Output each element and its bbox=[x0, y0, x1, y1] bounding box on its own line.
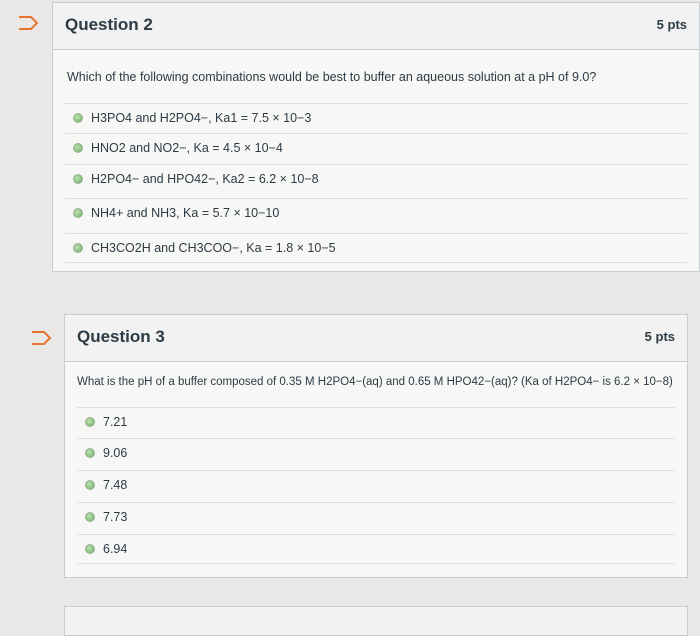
answer-option[interactable] bbox=[65, 103, 687, 133]
question-3-card bbox=[64, 314, 688, 578]
answer-option[interactable] bbox=[77, 438, 675, 468]
answer-label: H2PO4− and HPO42−, Ka2 = 6.2 × 10−8 bbox=[91, 172, 319, 186]
answer-label: 6.94 bbox=[103, 542, 128, 556]
radio-icon[interactable] bbox=[85, 544, 95, 554]
radio-icon[interactable] bbox=[73, 243, 83, 253]
radio-icon[interactable] bbox=[85, 480, 95, 490]
answer-option[interactable] bbox=[65, 164, 687, 194]
radio-icon[interactable] bbox=[85, 417, 95, 427]
answer-option[interactable] bbox=[65, 198, 687, 228]
flag-icon[interactable] bbox=[17, 15, 39, 31]
answer-label: 7.48 bbox=[103, 478, 128, 492]
answer-label: 9.06 bbox=[103, 446, 128, 460]
answer-option[interactable] bbox=[65, 233, 687, 263]
answer-option[interactable] bbox=[77, 407, 675, 437]
answer-option[interactable] bbox=[77, 470, 675, 500]
radio-icon[interactable] bbox=[85, 512, 95, 522]
answer-label: NH4+ and NH3, Ka = 5.7 × 10−10 bbox=[91, 206, 280, 220]
answer-label: 7.21 bbox=[103, 415, 128, 429]
answer-label: H3PO4 and H2PO4−, Ka1 = 7.5 × 10−3 bbox=[91, 111, 312, 125]
question-3-header bbox=[65, 315, 687, 362]
question-2-card bbox=[52, 2, 700, 272]
answer-label: CH3CO2H and CH3COO−, Ka = 1.8 × 10−5 bbox=[91, 241, 336, 255]
radio-icon[interactable] bbox=[73, 113, 83, 123]
question-2-header bbox=[53, 3, 699, 50]
question-4-card bbox=[64, 606, 688, 636]
flag-icon[interactable] bbox=[30, 330, 52, 346]
answer-option[interactable] bbox=[65, 133, 687, 163]
question-2-title: Question 2 bbox=[65, 15, 153, 34]
radio-icon[interactable] bbox=[73, 174, 83, 184]
question-2-points: 5 pts bbox=[656, 17, 687, 32]
answer-label: HNO2 and NO2−, Ka = 4.5 × 10−4 bbox=[91, 141, 283, 155]
radio-icon[interactable] bbox=[73, 208, 83, 218]
answer-option[interactable] bbox=[77, 502, 675, 532]
question-2-text: Which of the following combinations would be best to buffer an aqueous solution at a pH of 9.0? bbox=[67, 70, 597, 84]
radio-icon[interactable] bbox=[73, 143, 83, 153]
question-3-points: 5 pts bbox=[644, 329, 675, 344]
question-3-title: Question 3 bbox=[77, 327, 165, 346]
question-3-text: What is the pH of a buffer composed of 0.35 M H2PO4−(aq) and 0.65 M HPO42−(aq)? (Ka of H2PO4− is 6.2 × 10−8) bbox=[77, 376, 673, 388]
answer-label: 7.73 bbox=[103, 510, 128, 524]
radio-icon[interactable] bbox=[85, 448, 95, 458]
answer-option[interactable] bbox=[77, 534, 675, 564]
